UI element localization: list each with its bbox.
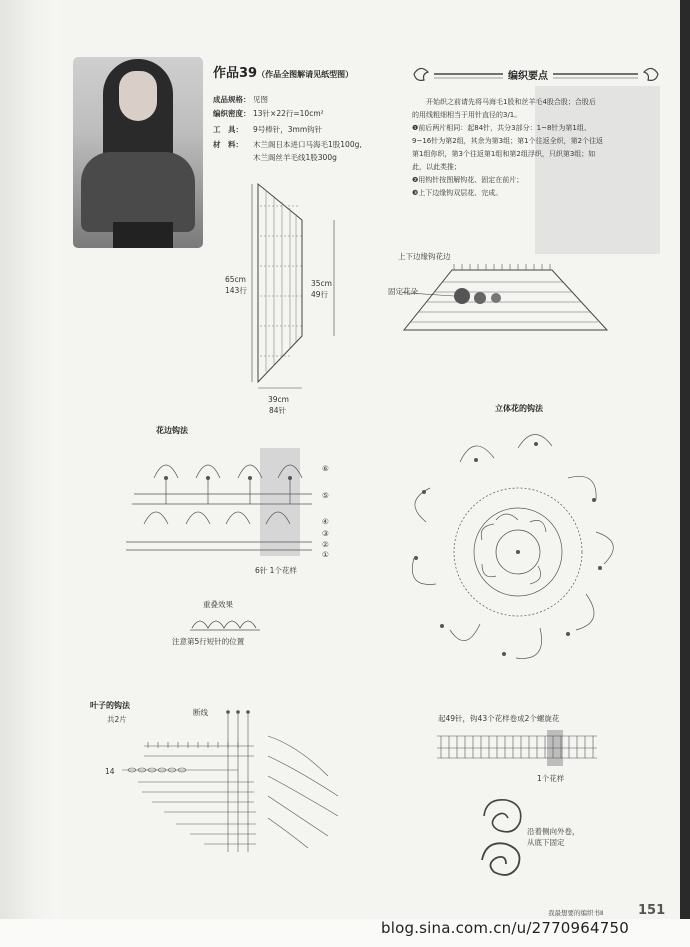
row-label-3: ③ xyxy=(322,529,329,538)
edge-repeat-label: 6针 1个花样 xyxy=(255,566,297,575)
shawl-drawing xyxy=(402,260,614,340)
knitting-points-text: 开始织之前请先将马海毛1股和丝羊毛4股合股；合股后 的用线粗细相当于用针直径的3/1。 ❶前后两片相同：起84针，共分3部分：1~8针为第1组、 9~16针为第2组，其余为第3组；第1个往返全织，第2个往返 第1组你织，第3个往返第1组和第2组浮织，只织第3组；如 此，以此类推； ❷用钩针按图解钩花、固定在前片； ❸上下边缘钩双层花、完成。 xyxy=(412,98,604,197)
shawl-edge-label: 上下边缘钩花边 xyxy=(398,252,451,261)
spec-tools: 工 具： 9号棒针，3mm钩针 xyxy=(213,125,323,134)
flower-title: 立体花的钩法 xyxy=(495,404,543,413)
overlap-note: 注意第5行短针的位置 xyxy=(172,637,245,646)
row-label-6: ⑥ xyxy=(322,464,329,473)
flower-chart xyxy=(400,428,636,678)
panel-height-rows: 143行 xyxy=(225,286,247,295)
panel-height-label: 65cm xyxy=(225,275,246,284)
rolled-flower-drawing xyxy=(478,794,528,884)
knitting-points-heading: 编织要点 xyxy=(503,67,553,82)
roll-note-1: 沿着侧向外卷， xyxy=(527,827,580,836)
leaf-title: 叶子的钩法 xyxy=(90,701,130,710)
leaf-cut-label: 断线 xyxy=(193,708,208,717)
row-label-1: ① xyxy=(322,550,329,559)
edge-crochet-title: 花边钩法 xyxy=(156,426,188,435)
edge-crochet-chart xyxy=(126,448,324,560)
panel-width-stitches: 84针 xyxy=(269,406,287,415)
row-label-4: ④ xyxy=(322,517,329,526)
book-spine-shadow xyxy=(0,0,60,947)
row-label-5: ⑤ xyxy=(322,491,329,500)
spec-size: 成品规格： 见图 xyxy=(213,95,268,104)
page-edge xyxy=(680,0,690,947)
flower-start-note: 起49针，钩43个花样卷成2个螺旋花 xyxy=(438,714,560,723)
watermark-url: blog.sina.com.cn/u/2770964750 xyxy=(381,919,630,937)
shawl-flower-label: 固定花朵 xyxy=(388,287,418,296)
model-photo xyxy=(73,57,203,248)
row-label-2: ② xyxy=(322,540,329,549)
series-name: 我最想要的编织书Ⅱ xyxy=(548,909,604,917)
leaf-chart xyxy=(118,706,376,858)
flower-repeat-label: 1个花样 xyxy=(537,774,565,783)
spec-materials-2: 木兰阁丝羊毛线1股300g xyxy=(253,153,337,162)
overlap-title: 重叠效果 xyxy=(203,600,233,609)
roll-note-2: 从底下固定 xyxy=(527,838,565,847)
page-number: 151 xyxy=(638,903,666,918)
panel-inner-rows: 49行 xyxy=(311,290,329,299)
panel-width-label: 39cm xyxy=(268,395,289,404)
flower-strip-chart xyxy=(437,728,601,770)
leaf-count: 共2片 xyxy=(107,715,127,724)
spec-gauge: 编织密度： 13针×22行=10cm² xyxy=(213,109,324,118)
work-title: 作品39（作品全图解请见纸型图） xyxy=(213,66,354,81)
spec-materials: 材 料： 木兰阁日本进口马海毛1股100g, xyxy=(213,140,362,149)
overlap-chart xyxy=(190,610,262,632)
work-subtitle: （作品全图解请见纸型图） xyxy=(257,70,354,79)
leaf-start-label: 14 xyxy=(105,767,115,776)
panel-inner-label: 35cm xyxy=(311,279,332,288)
